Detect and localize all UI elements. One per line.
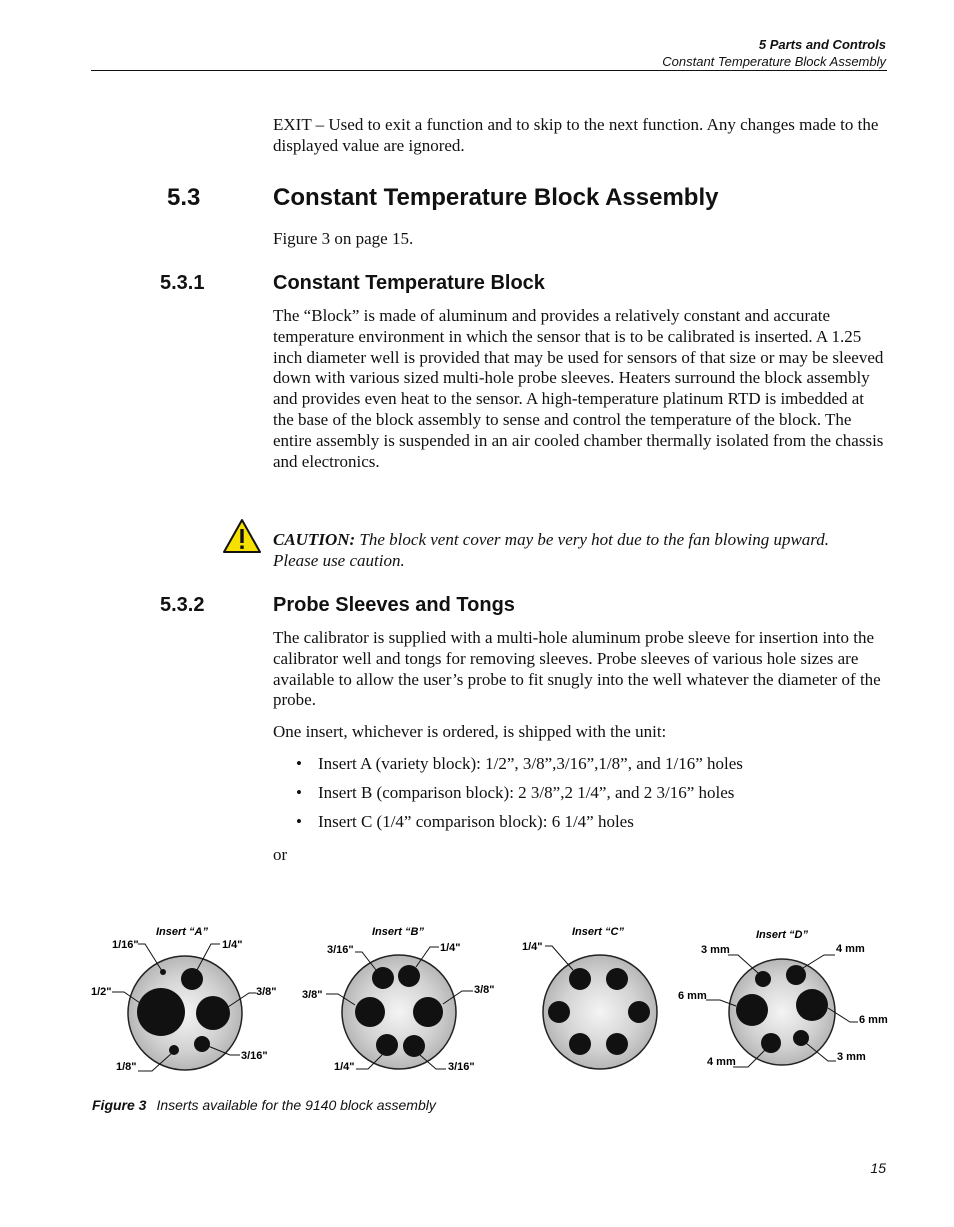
running-header-section: Constant Temperature Block Assembly [662,54,886,69]
insert-b-label: 3/8" [474,984,495,996]
caution-label: CAUTION: [273,530,356,549]
bullet-dot: • [296,754,302,773]
section-5-3-title: Constant Temperature Block Assembly [273,184,719,211]
insert-b-diagram [302,926,495,1073]
section-5-3-1-number: 5.3.1 [160,272,205,294]
insert-d-hole [761,1033,781,1053]
or-text: or [273,845,288,864]
insert-c-hole [606,968,628,990]
exit-paragraph: EXIT – Used to exit a function and to skip to the next function. Any changes made to the displayed value are ignored. [273,115,879,155]
insert-d-diagram [678,929,888,1068]
insert-a-label: 3/8" [256,986,277,998]
bullet-dot: • [296,783,302,802]
insert-b-title: Insert “B” [372,926,424,938]
insert-d-label: 4 mm [707,1056,736,1068]
insert-b-hole [398,965,420,987]
insert-d-label: 6 mm [678,990,707,1002]
insert-d-title: Insert “D” [756,929,808,941]
bullet-item: Insert C (1/4” comparison block): 6 1/4” holes [318,812,634,831]
section-5-3-reference: Figure 3 on page 15. [273,229,414,248]
insert-d-hole [736,994,768,1026]
insert-b-hole [372,967,394,989]
insert-a-label: 3/16" [241,1050,268,1062]
bullet-item: Insert B (comparison block): 2 3/8”,2 1/4”, and 2 3/16” holes [318,783,735,802]
inserts-figure [0,910,954,1090]
insert-d-hole [796,989,828,1021]
section-5-3-1-paragraph: The “Block” is made of aluminum and provides a relatively constant and accurate temperature environment in which the sensor that is to be calibrated is inserted. A 1.25 inch diameter well is provided that may be used for sensors of that size or may be sleeved down with various sized multi-hole probe sleeves. Heaters surround the block assembly and provides even heat to the sensor. A high-temperature platinum RTD is imbedded at the base of the block assembly to sense and control the temperature of the block. The entire assembly is suspended in an air cooled chamber thermally isolated from the chassis and electronics. [273,306,884,471]
caution-text: The block vent cover may be very hot due to the fan blowing upward. Please use caution. [273,530,830,570]
caution-warning-icon [222,518,262,554]
insert-c-diagram [522,926,657,1069]
insert-c-hole [548,1001,570,1023]
insert-d-label: 3 mm [837,1051,866,1063]
section-5-3-2-paragraph: The calibrator is supplied with a multi-hole aluminum probe sleeve for insertion into the calibrator well and tongs for removing sleeves. Probe sleeves of various hole sizes are available to allow the user’s probe to fit snugly into the well whatever the diameter of the probe. [273,628,881,710]
insert-c-hole [569,968,591,990]
figure-caption-text: Inserts available for the 9140 block assembly [156,1097,436,1113]
insert-c-label: 1/4" [522,941,543,953]
caution-note [273,530,873,572]
bullet-item: Insert A (variety block): 1/2”, 3/8”,3/16”,1/8”, and 1/16” holes [318,754,743,773]
insert-c-hole [606,1033,628,1055]
section-5-3-1-title: Constant Temperature Block [273,272,545,294]
section-5-3-2-intro: One insert, whichever is ordered, is shipped with the unit: [273,722,667,741]
insert-a-label: 1/16" [112,939,139,951]
bullet-dot: • [296,812,302,831]
insert-c-hole [628,1001,650,1023]
insert-b-label: 3/16" [448,1061,475,1073]
insert-a-hole [169,1045,179,1055]
running-header-chapter: 5 Parts and Controls [758,37,886,52]
insert-b-label: 1/4" [334,1061,355,1073]
figure-caption-label: Figure 3 [92,1097,147,1113]
insert-a-label: 1/2" [91,986,112,998]
insert-d-label: 3 mm [701,944,730,956]
section-5-3-2-title: Probe Sleeves and Tongs [273,594,515,616]
insert-a-hole [181,968,203,990]
insert-b-hole [413,997,443,1027]
insert-b-hole [376,1034,398,1056]
insert-c-hole [569,1033,591,1055]
header-rule [91,70,887,71]
insert-b-label: 3/8" [302,989,323,1001]
insert-d-label: 6 mm [859,1014,888,1026]
insert-b-label: 3/16" [327,944,354,956]
insert-a-title: Insert “A” [156,926,208,938]
insert-a-label: 1/8" [116,1061,137,1073]
insert-b-hole [403,1035,425,1057]
insert-b-hole [355,997,385,1027]
section-5-3-number: 5.3 [167,184,201,211]
section-5-3-2-number: 5.3.2 [160,594,205,616]
insert-a-hole [194,1036,210,1052]
insert-a-hole [196,996,230,1030]
insert-c-title: Insert “C” [572,926,624,938]
figure-caption [92,1097,436,1113]
insert-a-label: 1/4" [222,939,243,951]
insert-a-hole [137,988,185,1036]
insert-d-hole [755,971,771,987]
insert-d-label: 4 mm [836,943,865,955]
page-number: 15 [870,1160,886,1176]
insert-a-diagram [91,926,277,1073]
insert-b-label: 1/4" [440,942,461,954]
